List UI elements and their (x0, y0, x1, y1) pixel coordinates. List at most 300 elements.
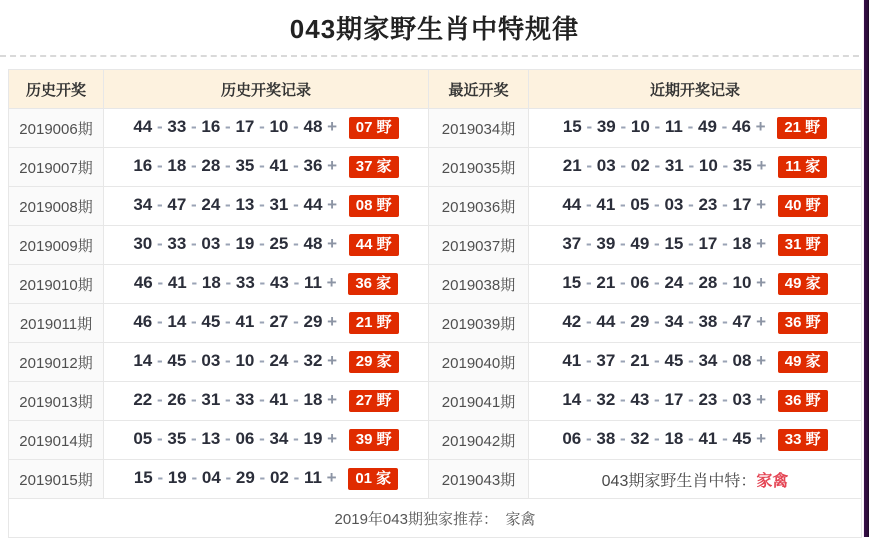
dash-separator: - (152, 312, 168, 331)
dash-separator: - (220, 234, 236, 253)
drawn-number: 11 (303, 273, 322, 292)
drawn-number: 17 (235, 117, 255, 136)
note-prefix: 043期家野生肖中特： (601, 472, 757, 490)
drawn-number: 15 (562, 273, 582, 292)
history-period: 2019007期 (9, 148, 104, 187)
table-row (9, 109, 862, 148)
drawn-number: 10 (269, 117, 289, 136)
drawn-number: 21 (562, 156, 582, 175)
dash-separator: - (220, 312, 236, 331)
drawn-number: 15 (133, 468, 153, 487)
drawn-number: 03 (596, 156, 616, 175)
dash-separator: - (717, 234, 733, 253)
drawn-number: 13 (235, 195, 255, 214)
dash-separator: - (220, 273, 236, 292)
drawn-number: 49 (698, 117, 717, 136)
recent-record (529, 148, 862, 187)
dash-separator: - (186, 117, 202, 136)
drawn-number: 33 (167, 234, 187, 253)
dash-separator: - (717, 312, 733, 331)
drawn-number: 18 (201, 273, 221, 292)
drawn-number: 22 (133, 390, 153, 409)
dash-separator: - (717, 156, 733, 175)
drawn-number: 06 (562, 429, 582, 448)
drawn-number: 27 (269, 312, 289, 331)
drawn-number: 45 (201, 312, 221, 331)
drawn-number: 13 (201, 429, 221, 448)
dash-separator: - (288, 156, 304, 175)
drawn-number: 03 (664, 195, 684, 214)
history-period: 2019006期 (9, 109, 104, 148)
drawn-number: 43 (269, 273, 289, 292)
dash-separator: - (615, 234, 631, 253)
table-header-row (9, 70, 862, 109)
table-row (9, 226, 862, 265)
drawn-number: 17 (664, 390, 684, 409)
recent-record (529, 343, 862, 382)
dash-separator: - (615, 429, 631, 448)
recent-record (529, 382, 862, 421)
dash-separator: - (682, 117, 698, 136)
plus-sign: + (322, 429, 342, 448)
recent-period: 2019034期 (429, 109, 529, 148)
drawn-number: 49 (630, 234, 650, 253)
dash-separator: - (649, 429, 665, 448)
dash-separator: - (254, 468, 270, 487)
drawn-number: 14 (167, 312, 187, 331)
plus-sign: + (322, 312, 342, 331)
dash-separator: - (288, 390, 304, 409)
dash-separator: - (186, 351, 202, 370)
plus-sign: + (751, 351, 771, 370)
drawn-number: 33 (235, 390, 255, 409)
table-body (9, 109, 862, 499)
dash-separator: - (288, 429, 304, 448)
drawn-number: 41 (698, 429, 718, 448)
special-number-badge: 31 野 (778, 234, 828, 256)
special-number-badge: 39 野 (349, 429, 399, 451)
special-number-badge: 08 野 (349, 195, 399, 217)
drawn-number: 43 (630, 390, 650, 409)
plus-sign: + (322, 117, 342, 136)
plus-sign: + (322, 234, 342, 253)
table-row (9, 343, 862, 382)
recent-record (529, 460, 862, 499)
drawn-number: 44 (562, 195, 582, 214)
table-row (9, 187, 862, 226)
dash-separator: - (615, 312, 631, 331)
drawn-number: 35 (732, 156, 752, 175)
dash-separator: - (152, 351, 168, 370)
dash-separator: - (152, 234, 168, 253)
dash-separator: - (152, 390, 168, 409)
dash-separator: - (152, 273, 168, 292)
dash-separator: - (220, 117, 236, 136)
drawn-number: 28 (698, 273, 718, 292)
special-number-badge: 49 家 (778, 351, 828, 373)
special-number-badge: 27 野 (349, 390, 399, 412)
note-highlight: 家禽 (756, 472, 789, 490)
dash-separator: - (717, 195, 733, 214)
drawn-number: 24 (201, 195, 221, 214)
drawn-number: 41 (167, 273, 187, 292)
dash-separator: - (615, 195, 631, 214)
dash-separator: - (615, 117, 631, 136)
special-number-badge: 29 家 (349, 351, 399, 373)
drawn-number: 23 (698, 390, 718, 409)
plus-sign: + (750, 117, 771, 136)
dash-separator: - (581, 156, 597, 175)
plus-sign: + (321, 468, 342, 487)
drawn-number: 46 (732, 117, 751, 136)
dash-separator: - (649, 312, 665, 331)
recent-period: 2019042期 (429, 421, 529, 460)
plus-sign: + (751, 234, 771, 253)
dash-separator: - (717, 390, 733, 409)
drawn-number: 24 (269, 351, 289, 370)
dash-separator: - (581, 234, 597, 253)
history-record (104, 343, 429, 382)
plus-sign: + (751, 195, 771, 214)
special-number-badge: 21 野 (349, 312, 399, 334)
drawn-number: 41 (562, 351, 582, 370)
drawn-number: 31 (664, 156, 684, 175)
special-number-badge: 40 野 (778, 195, 828, 217)
history-period: 2019011期 (9, 304, 104, 343)
dash-separator: - (683, 195, 699, 214)
drawn-number: 10 (732, 273, 752, 292)
history-record (104, 460, 429, 499)
drawn-number: 34 (133, 195, 153, 214)
special-number-badge: 33 野 (778, 429, 828, 451)
drawn-number: 18 (167, 156, 187, 175)
dash-separator: - (683, 156, 699, 175)
dash-separator: - (288, 468, 304, 487)
drawn-number: 04 (201, 468, 221, 487)
dash-separator: - (683, 273, 699, 292)
drawn-number: 18 (303, 390, 323, 409)
special-number-badge: 21 野 (777, 117, 827, 139)
table-row (9, 460, 862, 499)
drawn-number: 02 (269, 468, 289, 487)
drawn-number: 37 (596, 351, 616, 370)
drawn-number: 16 (133, 156, 153, 175)
drawn-number: 17 (698, 234, 718, 253)
drawn-number: 14 (562, 390, 582, 409)
dash-separator: - (649, 117, 665, 136)
special-number-badge: 07 野 (349, 117, 399, 139)
dash-separator: - (152, 117, 168, 136)
recent-period: 2019040期 (429, 343, 529, 382)
dash-separator: - (581, 117, 597, 136)
drawn-number: 46 (133, 312, 153, 331)
recent-record (529, 265, 862, 304)
drawn-number: 33 (235, 273, 255, 292)
drawn-number: 39 (596, 234, 616, 253)
drawn-number: 10 (235, 351, 255, 370)
drawn-number: 44 (133, 117, 153, 136)
dash-separator: - (288, 234, 304, 253)
dash-separator: - (716, 117, 733, 136)
drawn-number: 29 (630, 312, 650, 331)
drawn-number: 38 (596, 429, 616, 448)
drawn-number: 35 (167, 429, 187, 448)
drawn-number: 44 (596, 312, 616, 331)
dash-separator: - (288, 117, 304, 136)
drawn-number: 03 (201, 234, 221, 253)
drawn-number: 18 (664, 429, 684, 448)
dash-separator: - (717, 273, 733, 292)
drawn-number: 41 (269, 390, 289, 409)
dash-separator: - (254, 234, 270, 253)
recent-record (529, 187, 862, 226)
dash-separator: - (581, 195, 597, 214)
history-record (104, 304, 429, 343)
dash-separator: - (186, 468, 202, 487)
dash-separator: - (186, 390, 202, 409)
drawn-number: 34 (269, 429, 289, 448)
plus-sign: + (322, 195, 342, 214)
table-container (0, 57, 869, 538)
dash-separator: - (220, 390, 236, 409)
recent-period: 2019038期 (429, 265, 529, 304)
history-period: 2019008期 (9, 187, 104, 226)
drawn-number: 29 (235, 468, 255, 487)
dash-separator: - (186, 195, 202, 214)
drawn-number: 48 (303, 117, 323, 136)
dash-separator: - (186, 429, 202, 448)
drawn-number: 21 (630, 351, 650, 370)
drawn-number: 10 (630, 117, 650, 136)
plus-sign: + (322, 156, 342, 175)
dash-separator: - (288, 195, 304, 214)
dash-separator: - (581, 390, 597, 409)
special-number-badge: 49 家 (778, 273, 828, 295)
special-number-badge: 44 野 (349, 234, 399, 256)
footer-note: 2019年043期独家推荐： 家禽 (9, 499, 862, 538)
drawn-number: 41 (596, 195, 616, 214)
drawn-number: 36 (303, 156, 323, 175)
drawn-number: 11 (664, 117, 683, 136)
history-record (104, 148, 429, 187)
drawn-number: 19 (303, 429, 323, 448)
dash-separator: - (186, 156, 202, 175)
history-record (104, 265, 429, 304)
dash-separator: - (254, 429, 270, 448)
recent-record (529, 421, 862, 460)
dash-separator: - (581, 312, 597, 331)
table-row (9, 304, 862, 343)
dash-separator: - (254, 117, 270, 136)
dash-separator: - (220, 195, 236, 214)
header-history-record: 历史开奖记录 (104, 70, 429, 109)
history-period: 2019010期 (9, 265, 104, 304)
special-number-badge: 36 家 (348, 273, 398, 295)
special-number-badge: 11 家 (778, 156, 827, 178)
drawn-number: 24 (664, 273, 684, 292)
page-edge-stripe (863, 0, 869, 537)
dash-separator: - (649, 273, 665, 292)
drawn-number: 47 (167, 195, 187, 214)
recent-period: 2019035期 (429, 148, 529, 187)
recent-period: 2019036期 (429, 187, 529, 226)
header-history-period: 历史开奖 (9, 70, 104, 109)
drawn-number: 15 (562, 117, 582, 136)
dash-separator: - (683, 429, 699, 448)
plus-sign: + (751, 312, 771, 331)
drawn-number: 26 (167, 390, 187, 409)
drawn-number: 41 (269, 156, 289, 175)
dash-separator: - (186, 312, 202, 331)
drawn-number: 37 (562, 234, 582, 253)
plus-sign: + (322, 351, 342, 370)
dash-separator: - (649, 234, 665, 253)
recent-record (529, 109, 862, 148)
special-number-badge: 37 家 (349, 156, 399, 178)
drawn-number: 34 (698, 351, 718, 370)
dash-separator: - (615, 156, 631, 175)
dash-separator: - (186, 234, 202, 253)
drawn-number: 32 (596, 390, 616, 409)
dash-separator: - (649, 390, 665, 409)
recent-record (529, 304, 862, 343)
drawn-number: 02 (630, 156, 650, 175)
drawn-number: 45 (732, 429, 752, 448)
drawn-number: 39 (596, 117, 616, 136)
drawn-number: 30 (133, 234, 153, 253)
header-recent-period: 最近开奖 (429, 70, 529, 109)
dash-separator: - (288, 312, 304, 331)
drawn-number: 41 (235, 312, 255, 331)
history-period: 2019009期 (9, 226, 104, 265)
drawn-number: 45 (664, 351, 684, 370)
drawn-number: 23 (698, 195, 718, 214)
drawn-number: 46 (133, 273, 153, 292)
plus-sign: + (751, 273, 771, 292)
dash-separator: - (717, 429, 733, 448)
dash-separator: - (288, 351, 304, 370)
recent-record (529, 226, 862, 265)
drawn-number: 45 (167, 351, 187, 370)
drawn-number: 38 (698, 312, 718, 331)
drawn-number: 05 (630, 195, 650, 214)
drawn-number: 25 (269, 234, 289, 253)
header-recent-record: 近期开奖记录 (529, 70, 862, 109)
drawn-number: 10 (698, 156, 718, 175)
drawn-number: 31 (201, 390, 221, 409)
dash-separator: - (254, 273, 270, 292)
drawn-number: 34 (664, 312, 684, 331)
drawn-number: 32 (630, 429, 650, 448)
history-record (104, 382, 429, 421)
drawn-number: 18 (732, 234, 752, 253)
dash-separator: - (683, 312, 699, 331)
dash-separator: - (649, 351, 665, 370)
dash-separator: - (288, 273, 304, 292)
drawn-number: 44 (303, 195, 323, 214)
recent-period: 2019041期 (429, 382, 529, 421)
drawn-number: 15 (664, 234, 684, 253)
history-period: 2019013期 (9, 382, 104, 421)
dash-separator: - (220, 468, 236, 487)
drawn-number: 31 (269, 195, 289, 214)
plus-sign: + (321, 273, 342, 292)
plus-sign: + (322, 390, 342, 409)
history-record (104, 421, 429, 460)
dash-separator: - (220, 351, 236, 370)
table-row (9, 265, 862, 304)
dash-separator: - (254, 156, 270, 175)
dash-separator: - (152, 195, 168, 214)
dash-separator: - (152, 468, 168, 487)
table-row (9, 421, 862, 460)
dash-separator: - (152, 429, 168, 448)
drawn-number: 11 (303, 468, 322, 487)
dash-separator: - (254, 195, 270, 214)
special-number-badge: 36 野 (778, 312, 828, 334)
recent-period: 2019037期 (429, 226, 529, 265)
drawn-number: 05 (133, 429, 153, 448)
footer-row (9, 499, 862, 538)
recent-period: 2019039期 (429, 304, 529, 343)
dash-separator: - (186, 273, 202, 292)
plus-sign: + (751, 429, 771, 448)
plus-sign: + (751, 390, 771, 409)
drawn-number: 17 (732, 195, 752, 214)
dash-separator: - (615, 351, 631, 370)
drawn-number: 06 (235, 429, 255, 448)
drawn-number: 03 (732, 390, 752, 409)
drawn-number: 33 (167, 117, 187, 136)
drawn-number: 42 (562, 312, 582, 331)
history-period: 2019012期 (9, 343, 104, 382)
table-row (9, 148, 862, 187)
dash-separator: - (220, 429, 236, 448)
drawn-number: 35 (235, 156, 255, 175)
drawn-number: 21 (596, 273, 616, 292)
special-number-badge: 01 家 (348, 468, 398, 490)
special-number-badge: 36 野 (778, 390, 828, 412)
dash-separator: - (615, 390, 631, 409)
dash-separator: - (615, 273, 631, 292)
dash-separator: - (220, 156, 236, 175)
recent-period: 2019043期 (429, 460, 529, 499)
dash-separator: - (683, 351, 699, 370)
drawn-number: 03 (201, 351, 221, 370)
dash-separator: - (683, 234, 699, 253)
drawn-number: 06 (630, 273, 650, 292)
plus-sign: + (751, 156, 772, 175)
drawn-number: 19 (235, 234, 255, 253)
history-record (104, 109, 429, 148)
history-record (104, 226, 429, 265)
dash-separator: - (254, 351, 270, 370)
drawn-number: 16 (201, 117, 221, 136)
drawn-number: 28 (201, 156, 221, 175)
dash-separator: - (152, 156, 168, 175)
drawn-number: 32 (303, 351, 323, 370)
drawn-number: 29 (303, 312, 323, 331)
dash-separator: - (649, 195, 665, 214)
drawn-number: 14 (133, 351, 153, 370)
dash-separator: - (254, 390, 270, 409)
drawn-number: 47 (732, 312, 752, 331)
table-row (9, 382, 862, 421)
dash-separator: - (717, 351, 733, 370)
dash-separator: - (649, 156, 665, 175)
dash-separator: - (581, 351, 597, 370)
drawn-number: 08 (732, 351, 752, 370)
